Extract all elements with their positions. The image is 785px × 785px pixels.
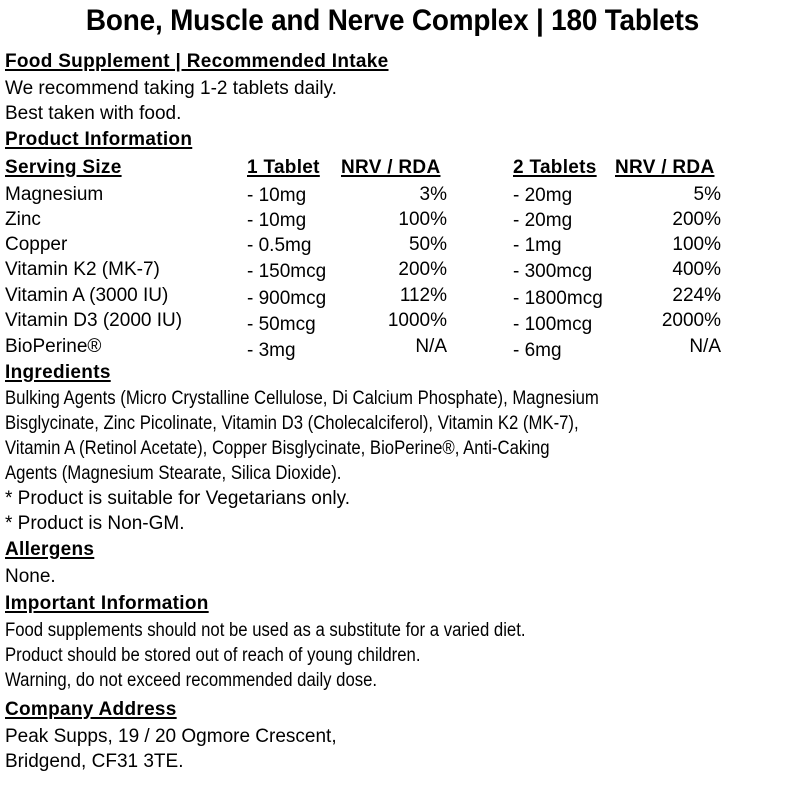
ingredients-heading: Ingredients — [5, 362, 111, 383]
nutrient-name: BioPerine® — [5, 336, 102, 357]
nrv-two: N/A — [689, 336, 721, 357]
two-tablets-amount: - 20mg — [513, 210, 573, 231]
allergens-text: None. — [5, 566, 56, 587]
ingredients-line: Bulking Agents (Micro Crystalline Cellulose, Di Calcium Phosphate), Magnesium — [5, 388, 599, 409]
nrv-two: 224% — [672, 285, 721, 306]
page-title: Bone, Muscle and Nerve Complex | 180 Tablets — [85, 4, 700, 37]
nrv-one: 112% — [399, 285, 447, 306]
nutrient-name: Vitamin A (3000 IU) — [5, 285, 169, 306]
address-line: Peak Supps, 19 / 20 Ogmore Crescent, — [5, 726, 337, 747]
two-tablets-amount: - 100mcg — [513, 314, 593, 335]
important-line: Product should be stored out of reach of young children. — [5, 645, 421, 666]
nrv-two: 5% — [693, 184, 721, 205]
company-address-heading: Company Address — [5, 699, 177, 720]
product-info-heading: Product Information — [5, 129, 193, 150]
nrv-two: 400% — [672, 259, 721, 280]
nutrient-name: Copper — [5, 234, 68, 255]
two-tablets-amount: - 6mg — [513, 340, 562, 361]
nrv-one: 50% — [408, 234, 447, 255]
one-tablet-amount: - 0.5mg — [247, 235, 312, 256]
col-one-tablet: 1 Tablet — [247, 157, 320, 178]
nrv-one: 1000% — [387, 310, 447, 331]
nrv-two: 2000% — [661, 310, 721, 331]
nrv-one: N/A — [415, 336, 447, 357]
nrv-two: 100% — [672, 234, 721, 255]
recommended-heading: Food Supplement | Recommended Intake — [5, 51, 389, 72]
two-tablets-amount: - 20mg — [513, 185, 573, 206]
one-tablet-amount: - 10mg — [247, 210, 307, 231]
one-tablet-amount: - 10mg — [247, 185, 307, 206]
one-tablet-amount: - 150mcg — [247, 261, 327, 282]
address-line: Bridgend, CF31 3TE. — [5, 751, 184, 772]
nutrient-name: Vitamin D3 (2000 IU) — [5, 310, 183, 331]
nrv-one: 100% — [398, 209, 447, 230]
nrv-one: 3% — [419, 184, 447, 205]
one-tablet-amount: - 3mg — [247, 340, 296, 361]
important-line: Food supplements should not be used as a substitute for a varied diet. — [5, 620, 526, 641]
non-gm-note: * Product is Non-GM. — [5, 513, 185, 534]
ingredients-line: Vitamin A (Retinol Acetate), Copper Bisglycinate, BioPerine®, Anti-Caking — [5, 438, 550, 459]
two-tablets-amount: - 300mcg — [513, 261, 593, 282]
one-tablet-amount: - 50mcg — [247, 314, 316, 335]
nutrient-name: Vitamin K2 (MK-7) — [5, 259, 160, 280]
col-serving-size: Serving Size — [5, 157, 122, 178]
nutrient-name: Magnesium — [5, 184, 104, 205]
ingredients-line: Bisglycinate, Zinc Picolinate, Vitamin D3 (Cholecalciferol), Vitamin K2 (MK-7), — [5, 413, 579, 434]
important-info-heading: Important Information — [5, 593, 209, 614]
nrv-one: 200% — [398, 259, 447, 280]
recommended-line: Best taken with food. — [5, 103, 182, 124]
allergens-heading: Allergens — [5, 539, 95, 560]
vegetarian-note: * Product is suitable for Vegetarians only. — [5, 488, 351, 509]
col-nrv-2: NRV / RDA — [615, 157, 715, 178]
nutrient-name: Zinc — [5, 209, 41, 230]
col-two-tablets: 2 Tablets — [513, 157, 597, 178]
nrv-two: 200% — [672, 209, 721, 230]
two-tablets-amount: - 1800mcg — [513, 288, 603, 309]
one-tablet-amount: - 900mcg — [247, 288, 327, 309]
recommended-line: We recommend taking 1-2 tablets daily. — [5, 78, 337, 99]
ingredients-line: Agents (Magnesium Stearate, Silica Dioxide). — [5, 463, 342, 484]
two-tablets-amount: - 1mg — [513, 235, 562, 256]
col-nrv-1: NRV / RDA — [341, 157, 441, 178]
important-line: Warning, do not exceed recommended daily dose. — [5, 670, 378, 691]
